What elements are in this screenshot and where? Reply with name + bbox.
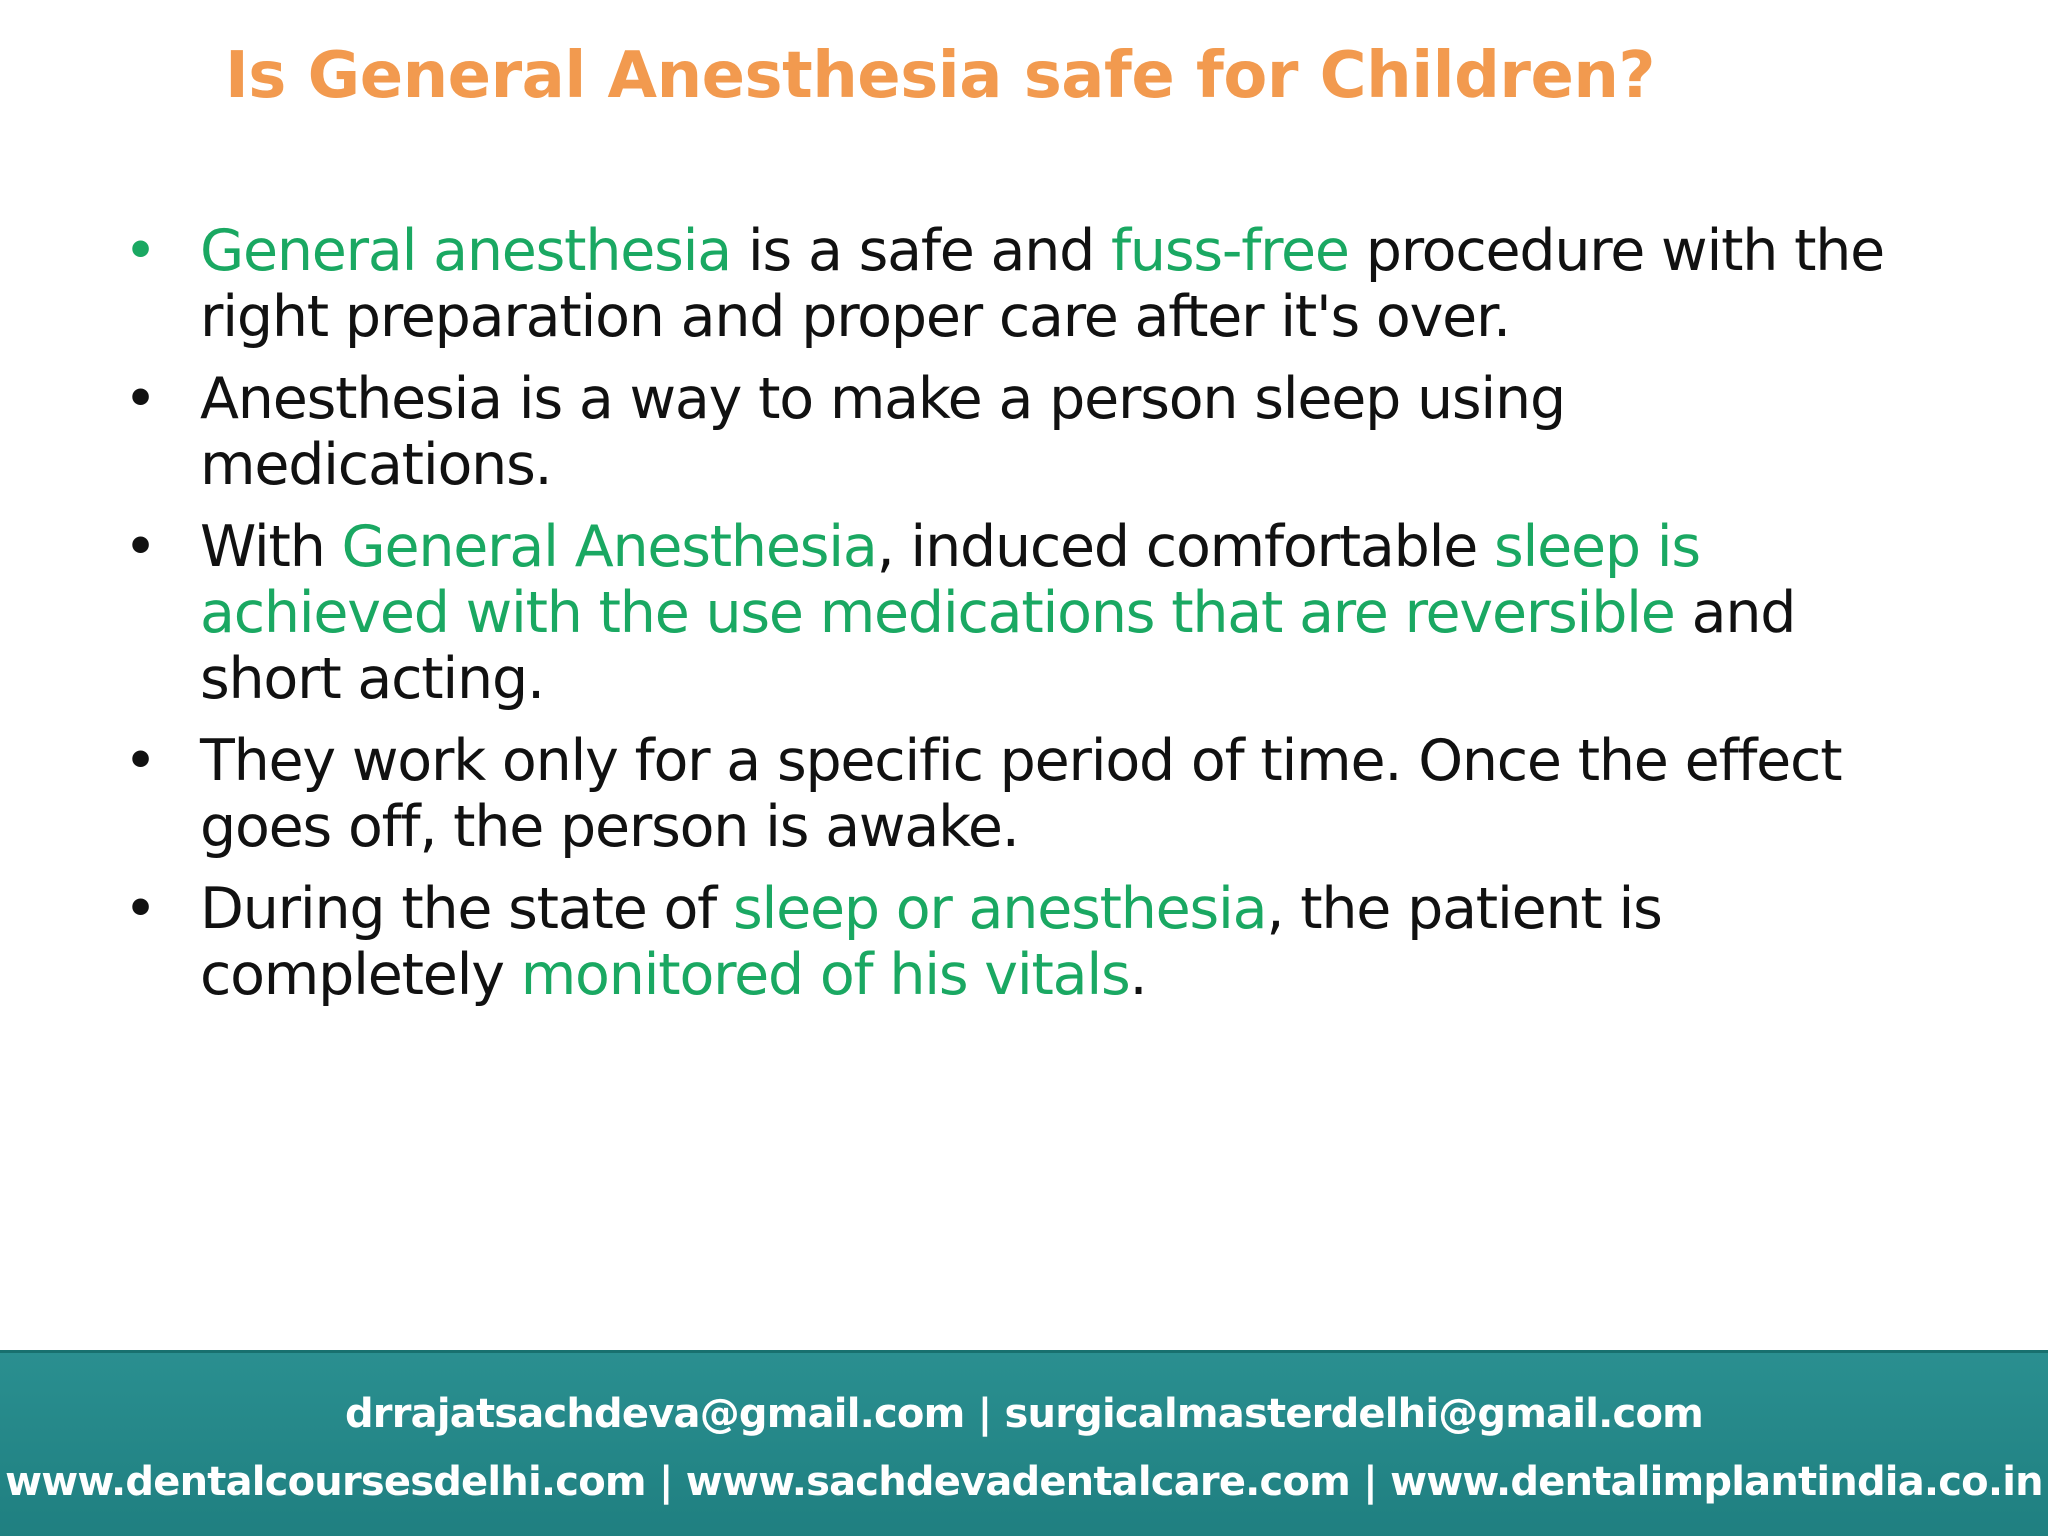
bullet-text: is a safe and <box>730 218 1112 284</box>
highlighted-text: sleep or anesthesia <box>732 876 1267 942</box>
bullet-text: During the state of <box>200 876 733 942</box>
bullet-dot-icon: • <box>123 218 157 284</box>
highlighted-text: sleep is achieved with the use medications that are reversible <box>200 514 1700 646</box>
highlighted-text: General anesthesia <box>200 218 731 284</box>
bullet-item <box>120 218 1910 350</box>
bullet-item <box>120 366 1910 498</box>
highlighted-text: fuss-free <box>1111 218 1349 284</box>
highlighted-text: General Anesthesia <box>341 514 877 580</box>
bullet-dot-icon: • <box>123 876 157 942</box>
bullet-text: and short acting. <box>200 580 1796 712</box>
bullet-dot-icon: • <box>123 366 157 432</box>
bullet-text: Anesthesia is a way to make a person sleep using medications. <box>200 366 1565 498</box>
footer-websites: www.dentalcoursesdelhi.com | www.sachdevadentalcare.com | www.dentalimplantindia.co.in <box>5 1459 2043 1505</box>
bullet-text: , induced comfortable <box>876 514 1495 580</box>
bullet-text: . <box>1129 942 1147 1008</box>
footer-banner <box>0 1350 2048 1536</box>
bullet-item <box>120 728 1910 860</box>
highlighted-text: monitored of his vitals <box>520 942 1130 1008</box>
bullet-item <box>120 514 1910 712</box>
footer-emails: drrajatsachdeva@gmail.com | surgicalmasterdelhi@gmail.com <box>344 1391 1704 1437</box>
bullet-item <box>120 876 1910 1008</box>
bullet-dot-icon: • <box>123 514 157 580</box>
slide-title: Is General Anesthesia safe for Children? <box>224 39 1656 113</box>
bullet-dot-icon: • <box>123 728 157 794</box>
bullet-text: , the patient is completely <box>200 876 1662 1008</box>
bullet-text: procedure with the right preparation and proper care after it's over. <box>200 218 1885 350</box>
bullet-list <box>120 218 1910 1024</box>
bullet-text: They work only for a specific period of time. Once the effect goes off, the person is awake. <box>200 728 1842 860</box>
bullet-text: With <box>200 514 342 580</box>
